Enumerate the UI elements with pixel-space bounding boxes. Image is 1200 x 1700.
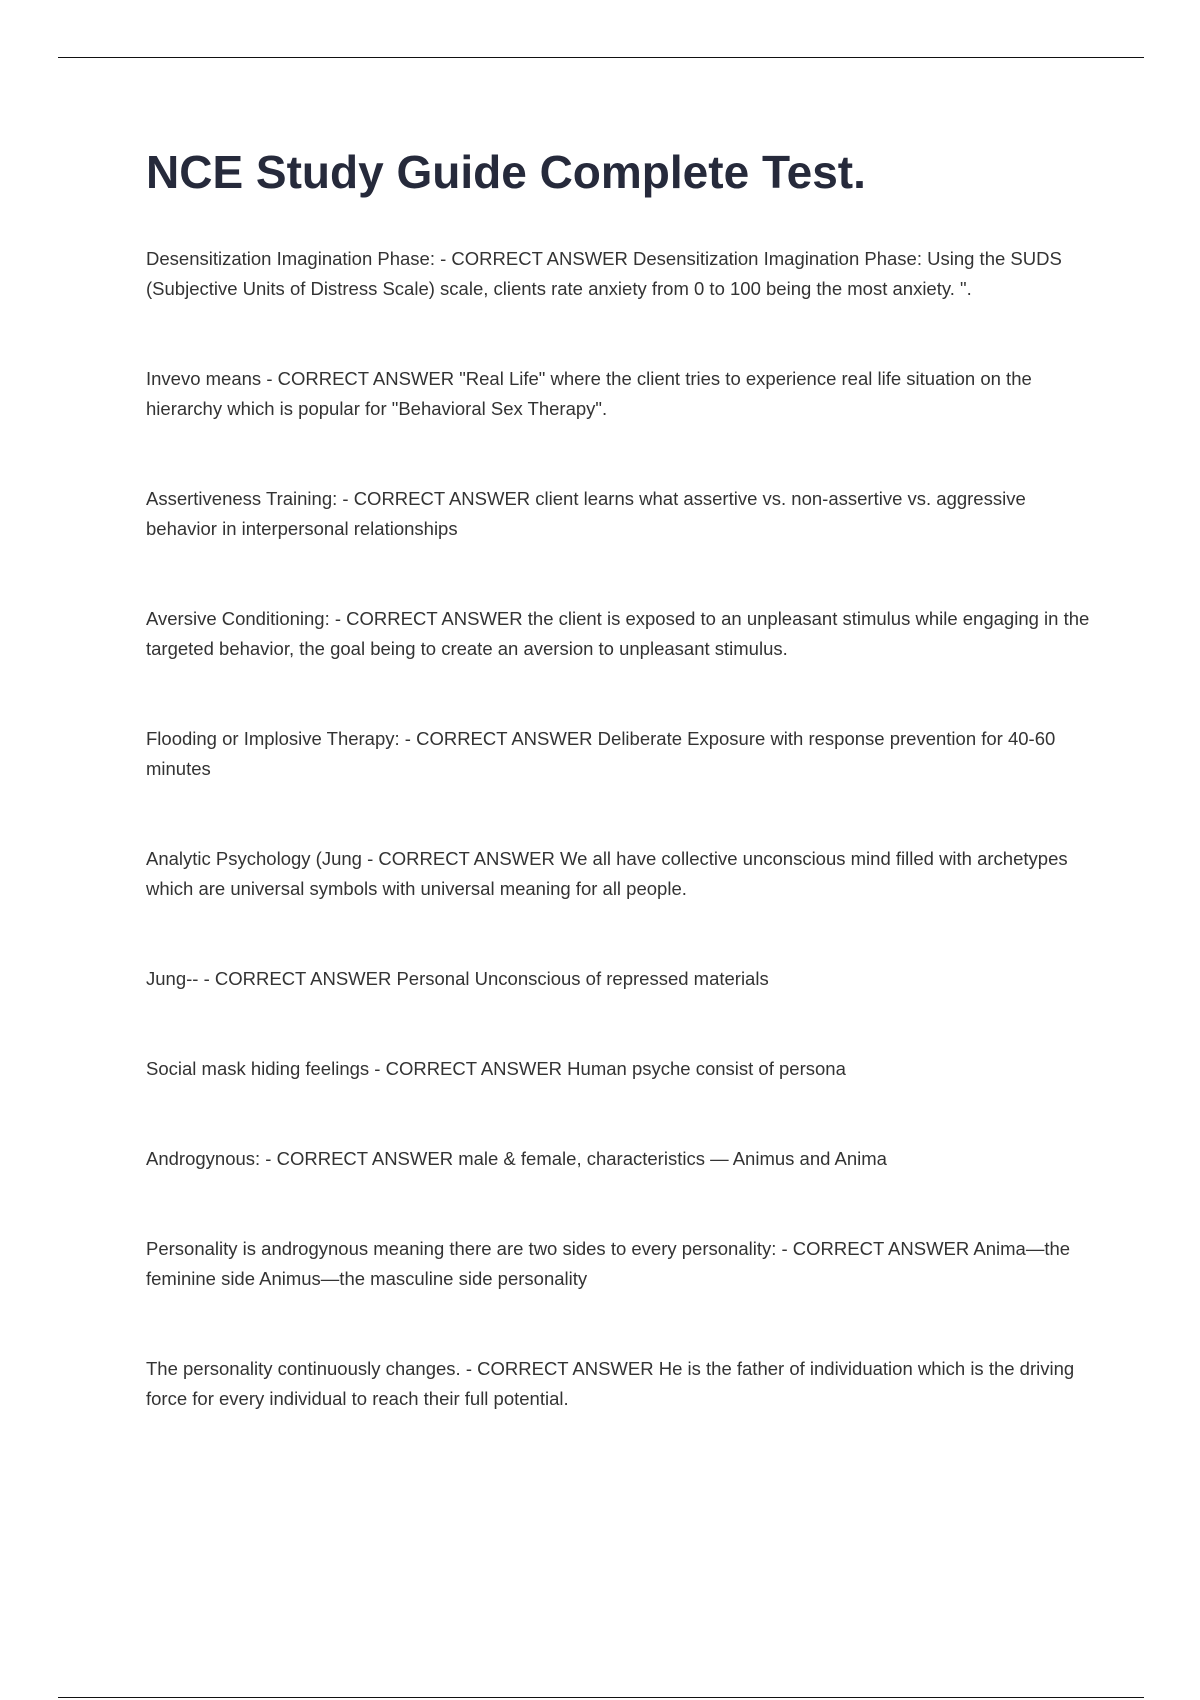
entry-androgynous: Androgynous: - CORRECT ANSWER male & female, characteristics — Animus and Anima xyxy=(146,1148,887,1169)
study-entries xyxy=(146,244,1090,1414)
entry-personality-androgynous: Personality is androgynous meaning there are two sides to every personality: - CORRECT ANSWER Anima—the feminine side Animus—the masculine side personality xyxy=(146,1238,1071,1289)
entry-social-mask: Social mask hiding feelings - CORRECT ANSWER Human psyche consist of persona xyxy=(146,1058,846,1079)
document-title: NCE Study Guide Complete Test. xyxy=(146,146,866,198)
entry-personality-changes: The personality continuously changes. - CORRECT ANSWER He is the father of individuation which is the driving force for every individual to reach their full potential. xyxy=(146,1358,1075,1409)
top-divider xyxy=(58,57,1144,58)
entry-flooding: Flooding or Implosive Therapy: - CORRECT ANSWER Deliberate Exposure with response prevention for 40-60 minutes xyxy=(146,728,1056,779)
entry-assertiveness-training: Assertiveness Training: - CORRECT ANSWER client learns what assertive vs. non-assertive vs. aggressive behavior in interpersonal relationships xyxy=(146,488,1026,539)
entry-jung: Jung-- - CORRECT ANSWER Personal Unconscious of repressed materials xyxy=(146,968,769,989)
entry-invevo: Invevo means - CORRECT ANSWER "Real Life" where the client tries to experience real life situation on the hierarchy which is popular for "Behavioral Sex Therapy". xyxy=(146,368,1032,419)
entry-desensitization: Desensitization Imagination Phase: - CORRECT ANSWER Desensitization Imagination Phase: Using the SUDS (Subjective Units of Distress Scale) scale, clients rate anxiety from 0 to 100 being the most anxiety. ". xyxy=(146,248,1062,299)
entry-analytic-psychology: Analytic Psychology (Jung - CORRECT ANSWER We all have collective unconscious mind filled with archetypes which are universal symbols with universal meaning for all people. xyxy=(146,848,1068,899)
entry-aversive-conditioning: Aversive Conditioning: - CORRECT ANSWER the client is exposed to an unpleasant stimulus while engaging in the targeted behavior, the goal being to create an aversion to unpleasant stimulus. xyxy=(146,608,1090,659)
bottom-divider xyxy=(58,1697,1144,1698)
